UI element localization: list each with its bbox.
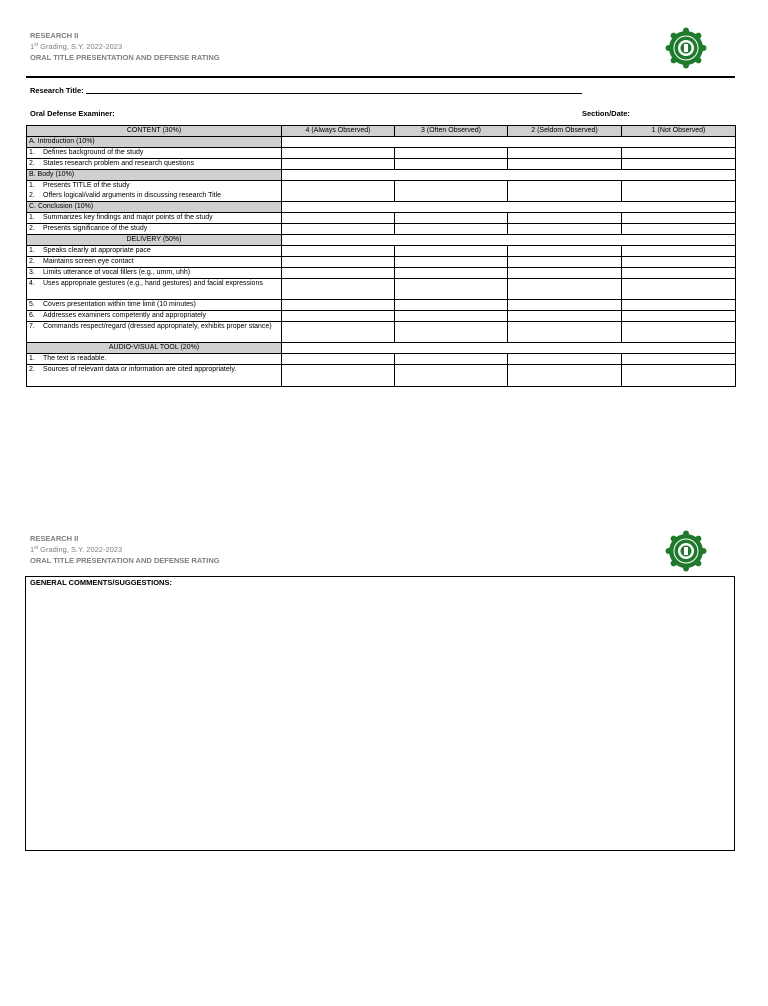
rating-cell[interactable] (508, 213, 622, 224)
rating-cell[interactable] (622, 279, 736, 300)
rating-cell[interactable] (622, 148, 736, 159)
rating-cell[interactable] (395, 268, 508, 279)
section-row-body: B. Body (10%) (27, 170, 736, 181)
table-row: 1. Speaks clearly at appropriate pace (27, 246, 736, 257)
section-date-label: Section/Date: (582, 109, 630, 118)
table-row: 1. Summarizes key findings and major points of the study (27, 213, 736, 224)
rating-cell[interactable] (508, 354, 622, 365)
rating-cell[interactable] (395, 300, 508, 311)
rating-cell[interactable] (508, 224, 622, 235)
rating-cell[interactable] (508, 148, 622, 159)
table-row: 3. Limits utterance of vocal fillers (e.g., umm, uhh) (27, 268, 736, 279)
course-name: RESEARCH II (30, 31, 79, 40)
form-title: ORAL TITLE PRESENTATION AND DEFENSE RATING (30, 556, 220, 565)
rating-cell[interactable] (282, 322, 395, 343)
rating-cell[interactable] (395, 213, 508, 224)
rating-cell[interactable] (622, 354, 736, 365)
research-title-label: Research Title: (30, 86, 84, 95)
rating-cell[interactable] (622, 246, 736, 257)
table-row: 1. The text is readable. (27, 354, 736, 365)
table-row: 6. Addresses examiners competently and appropriately (27, 311, 736, 322)
col-4: 4 (Always Observed) (282, 126, 395, 137)
table-row: 1. Presents TITLE of the study 2. Offers logical/valid arguments in discussing research Title (27, 181, 736, 202)
rating-cell[interactable] (282, 354, 395, 365)
rating-cell[interactable] (622, 181, 736, 202)
form-title: ORAL TITLE PRESENTATION AND DEFENSE RATING (30, 53, 220, 62)
rating-cell[interactable] (282, 213, 395, 224)
rating-cell[interactable] (282, 300, 395, 311)
rating-cell[interactable] (282, 257, 395, 268)
rating-cell[interactable] (508, 257, 622, 268)
rating-cell[interactable] (282, 159, 395, 170)
rating-cell[interactable] (395, 311, 508, 322)
section-row-audio-visual: AUDIO-VISUAL TOOL (20%) (27, 343, 736, 354)
col-1: 1 (Not Observed) (622, 126, 736, 137)
page2-header (30, 533, 220, 566)
rating-cell[interactable] (622, 300, 736, 311)
examiner-label: Oral Defense Examiner: (30, 109, 115, 118)
table-row: 2. States research problem and research questions (27, 159, 736, 170)
rating-cell[interactable] (622, 257, 736, 268)
rating-cell[interactable] (282, 365, 395, 387)
rating-cell[interactable] (622, 365, 736, 387)
school-seal-icon (665, 27, 707, 69)
col-content: CONTENT (30%) (27, 126, 282, 137)
rating-cell[interactable] (622, 268, 736, 279)
header-divider (26, 76, 735, 78)
rating-cell[interactable] (508, 181, 622, 202)
grading-period: 1st Grading, S.Y. 2022-2023 (30, 545, 123, 554)
table-row: 4. Uses appropriate gestures (e.g., hand gestures) and facial expressions (27, 279, 736, 300)
section-row-introduction: A. Introduction (10%) (27, 137, 736, 148)
rating-cell[interactable] (395, 279, 508, 300)
rating-cell[interactable] (395, 246, 508, 257)
col-2: 2 (Seldom Observed) (508, 126, 622, 137)
rating-cell[interactable] (395, 257, 508, 268)
col-3: 3 (Often Observed) (395, 126, 508, 137)
page1-header (30, 30, 220, 63)
rating-cell[interactable] (622, 213, 736, 224)
rating-cell[interactable] (395, 354, 508, 365)
rating-cell[interactable] (282, 224, 395, 235)
rating-cell[interactable] (282, 246, 395, 257)
rating-cell[interactable] (395, 365, 508, 387)
table-header-row (27, 126, 736, 137)
rating-cell[interactable] (508, 300, 622, 311)
rating-cell[interactable] (395, 148, 508, 159)
rating-cell[interactable] (622, 322, 736, 343)
rating-cell[interactable] (395, 322, 508, 343)
rating-cell[interactable] (282, 181, 395, 202)
school-seal-icon (665, 530, 707, 572)
rating-cell[interactable] (395, 224, 508, 235)
rating-cell[interactable] (282, 148, 395, 159)
rating-table (26, 125, 736, 387)
section-row-conclusion: C. Conclusion (10%) (27, 202, 736, 213)
rating-cell[interactable] (508, 279, 622, 300)
research-title-line[interactable] (86, 93, 582, 94)
rating-cell[interactable] (395, 159, 508, 170)
grading-period: 1st Grading, S.Y. 2022-2023 (30, 42, 123, 51)
rating-cell[interactable] (622, 311, 736, 322)
comments-label: GENERAL COMMENTS/SUGGESTIONS: (30, 578, 172, 587)
table-row: 1. Defines background of the study (27, 148, 736, 159)
table-row: 2. Maintains screen eye contact (27, 257, 736, 268)
rating-cell[interactable] (508, 268, 622, 279)
rating-cell[interactable] (622, 224, 736, 235)
rating-cell[interactable] (508, 311, 622, 322)
comments-box[interactable] (25, 576, 735, 851)
section-row-delivery: DELIVERY (50%) (27, 235, 736, 246)
table-row: 5. Covers presentation within time limit (10 minutes) (27, 300, 736, 311)
rating-cell[interactable] (282, 311, 395, 322)
rating-cell[interactable] (508, 322, 622, 343)
rating-cell[interactable] (508, 159, 622, 170)
rating-cell[interactable] (282, 279, 395, 300)
rating-cell[interactable] (508, 365, 622, 387)
rating-cell[interactable] (282, 268, 395, 279)
table-row: 2. Sources of relevant data or information are cited appropriately. (27, 365, 736, 387)
table-row: 7. Commands respect/regard (dressed appropriately, exhibits proper stance) (27, 322, 736, 343)
rating-cell[interactable] (395, 181, 508, 202)
table-row: 2. Presents significance of the study (27, 224, 736, 235)
rating-cell[interactable] (508, 246, 622, 257)
course-name: RESEARCH II (30, 534, 79, 543)
rating-cell[interactable] (622, 159, 736, 170)
